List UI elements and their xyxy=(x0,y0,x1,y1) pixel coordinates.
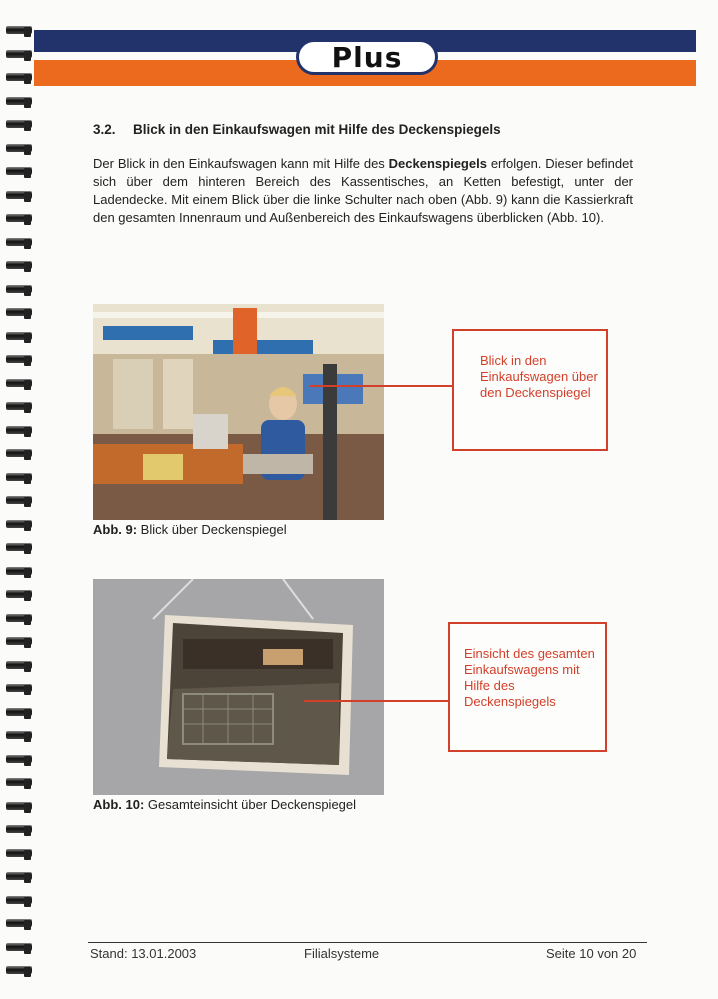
footer-department: Filialsysteme xyxy=(304,946,380,961)
binding-ring xyxy=(6,919,32,927)
binding-ring xyxy=(6,872,32,880)
binding-ring xyxy=(6,97,32,105)
binding-ring xyxy=(6,379,32,387)
binding-ring xyxy=(6,661,32,669)
plus-logo: Plus xyxy=(296,39,438,75)
binding-ring xyxy=(6,50,32,58)
binding-ring xyxy=(6,73,32,81)
binding-ring xyxy=(6,943,32,951)
binding-ring xyxy=(6,120,32,128)
mirror-photo-illustration xyxy=(93,579,384,795)
binding-ring xyxy=(6,167,32,175)
binding-ring xyxy=(6,543,32,551)
section-number: 3.2. xyxy=(93,122,116,137)
binding-ring xyxy=(6,238,32,246)
callout-box-9: Blick in den Einkaufswagen über den Deckenspiegel xyxy=(452,329,608,451)
spiral-binding xyxy=(0,20,34,980)
binding-ring xyxy=(6,449,32,457)
binding-ring xyxy=(6,261,32,269)
binding-ring xyxy=(6,567,32,575)
figure-10-caption xyxy=(93,797,356,812)
binding-ring xyxy=(6,708,32,716)
binding-ring xyxy=(6,144,32,152)
paragraph-text-2: erfolgen. Dieser befindet sich über dem hinteren Bereich des Kassentisches, an Ketten befestigt, unter der Ladendecke. Mit einem Blick über die linke Schulter nach oben (Abb. 9) kann die Kassierkraft den gesamten Innenraum und Außenbereich des Einkaufswagens überblicken (Abb. 10). xyxy=(93,156,633,225)
paragraph-text-1: Der Blick in den Einkaufswagen kann mit Hilfe des xyxy=(93,156,389,171)
photo-checkout-mirror xyxy=(93,304,384,520)
binding-ring xyxy=(6,896,32,904)
body-paragraph xyxy=(93,155,633,227)
binding-ring xyxy=(6,520,32,528)
binding-ring xyxy=(6,285,32,293)
binding-ring xyxy=(6,332,32,340)
binding-ring xyxy=(6,614,32,622)
checkout-photo-illustration xyxy=(93,304,384,520)
binding-ring xyxy=(6,26,32,34)
paragraph-bold-term: Deckenspiegels xyxy=(388,156,487,171)
binding-ring xyxy=(6,473,32,481)
binding-ring xyxy=(6,778,32,786)
figure-9-caption-text: Blick über Deckenspiegel xyxy=(137,522,287,537)
footer-page-number: Seite 10 von 20 xyxy=(546,946,637,961)
section-title: Blick in den Einkaufswagen mit Hilfe des Deckenspiegels xyxy=(133,122,501,137)
callout-10-connector xyxy=(304,700,448,702)
binding-ring xyxy=(6,590,32,598)
figure-9-label: Abb. 9: xyxy=(93,522,138,537)
figure-10-label: Abb. 10: xyxy=(93,797,145,812)
binding-ring xyxy=(6,308,32,316)
section-heading xyxy=(93,122,501,137)
binding-ring xyxy=(6,426,32,434)
binding-ring xyxy=(6,191,32,199)
binding-ring xyxy=(6,966,32,974)
binding-ring xyxy=(6,755,32,763)
binding-ring xyxy=(6,637,32,645)
figure-9-caption xyxy=(93,522,287,537)
photo-ceiling-mirror xyxy=(93,579,384,795)
binding-ring xyxy=(6,849,32,857)
binding-ring xyxy=(6,684,32,692)
footer-rule xyxy=(88,942,647,943)
callout-box-10: Einsicht des gesamten Einkaufswagens mit Hilfe des Deckenspiegels xyxy=(448,622,607,752)
figure-10-caption-text: Gesamteinsicht über Deckenspiegel xyxy=(144,797,357,812)
binding-ring xyxy=(6,825,32,833)
binding-ring xyxy=(6,802,32,810)
binding-ring xyxy=(6,496,32,504)
footer-date: Stand: 13.01.2003 xyxy=(90,946,197,961)
binding-ring xyxy=(6,214,32,222)
binding-ring xyxy=(6,402,32,410)
binding-ring xyxy=(6,355,32,363)
callout-9-connector xyxy=(310,385,452,387)
binding-ring xyxy=(6,731,32,739)
